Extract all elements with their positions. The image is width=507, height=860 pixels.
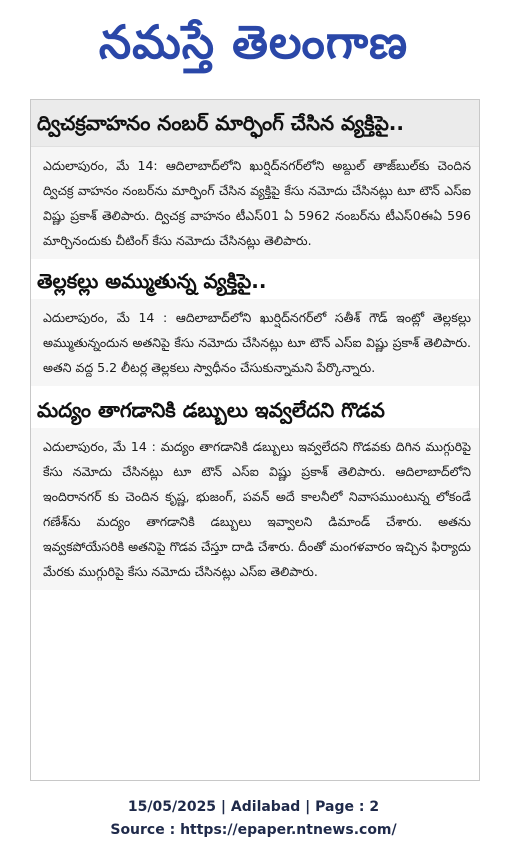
article-2-headline: తెల్లకల్లు అమ్ముతున్న వ్యక్తిపై..: [37, 269, 267, 293]
news-clipping: [30, 99, 480, 781]
article-1-body: ఎదులాపురం, మే 14: ఆదిలాబాద్‌లోని ఖుర్షిద్‌నగర్‌లోని అబ్దుల్ తాజ్‌బుల్‌కు చెందిన ద్విచక్ర వాహనం నంబర్‌ను మార్ఫింగ్ చేసిన వ్యక్తిపై కేసు నమోదు చేసినట్లు టూ టౌన్ ఎస్‌ఐ విష్ణు ప్రకాశ్ తెలిపారు. ద్విచక్ర వాహనం టీఎస్01 ఏ 5962 నంబర్‌ను టీఎస్0ఈఏ 596 మార్చినందుకు చీటింగ్ కేసు నమోదు చేసినట్లు తెలిపారు.: [31, 147, 479, 259]
masthead: [0, 0, 507, 95]
footer-dateline: 15/05/2025 | Adilabad | Page : 2: [127, 799, 380, 815]
article-3-headline: మద్యం తాగడానికి డబ్బులు ఇవ్వలేదని గొడవ: [37, 398, 385, 422]
masthead-title: నమస్తే తెలంగాణ: [98, 14, 409, 69]
article-2-body: ఎదులాపురం, మే 14 : ఆదిలాబాద్‌లోని ఖుర్షిద్‌నగర్‌లో సతీశ్ గౌడ్ ఇంట్లో తెల్లకల్లు అమ్ముతున్నందున అతనిపై కేసు నమోదు చేసినట్లు టూ టౌన్ ఎస్‌ఐ విష్ణు ప్రకాశ్ తెలిపారు. అతని వద్ద 5.2 లీటర్ల తెల్లకలు స్వాధీనం చేసుకున్నామని పేర్కొన్నారు.: [31, 299, 479, 386]
article-3-body: ఎదులాపురం, మే 14 : మద్యం తాగడానికి డబ్బులు ఇవ్వలేదని గొడవకు దిగిన ముగ్గురిపై కేసు నమోదు చేసినట్లు టూ టౌన్ ఎస్‌ఐ విష్ణు ప్రకాశ్ తెలిపారు. ఆదిలాబాద్‌లోని ఇందిరానగర్ కు చెందిన కృష్ణ, భుజంగ్, పవన్ అదే కాలనీలో నివాసముంటున్న లోకండే గణేశ్‌ను మద్యం తాగడానికి డబ్బులు ఇవ్వాలని డిమాండ్ చేశారు. అతను ఇవ్వకపోయేసరికి అతనిపై గొడవ చేస్తూ దాడి చేశారు. దీంతో మంగళవారం ఇచ్చిన ఫిర్యాదు మేరకు ముగ్గురిపై కేసు నమోదు చేసినట్లు ఎస్‌ఐ తెలిపారు.: [31, 428, 479, 590]
footer-source: Source : https://epaper.ntnews.com/: [110, 822, 397, 838]
article-1-headline: ద్విచక్రవాహనం నంబర్ మార్ఫింగ్ చేసిన వ్యక్తిపై..: [31, 100, 479, 147]
